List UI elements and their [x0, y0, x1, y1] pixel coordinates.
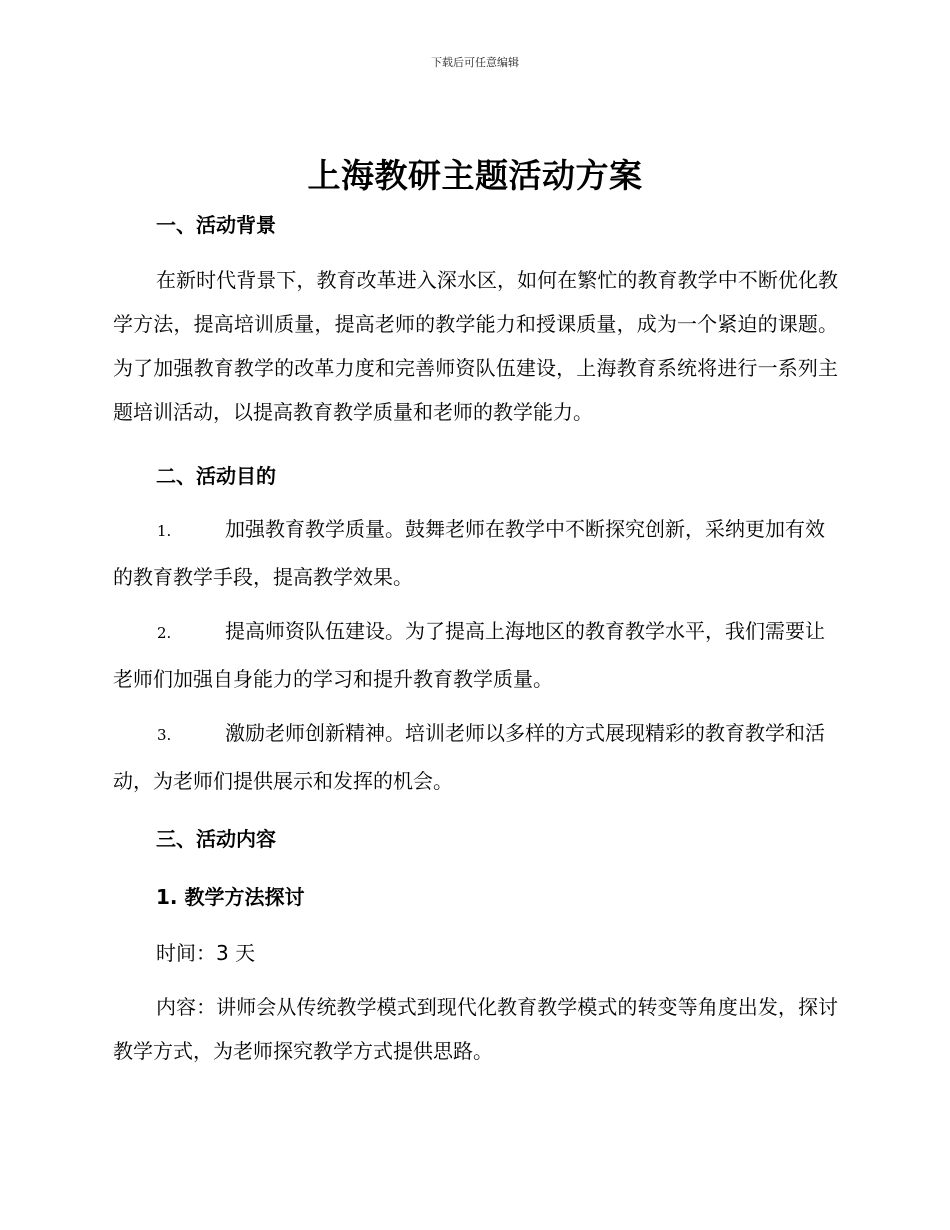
header-note: 下载后可任意编辑	[431, 56, 519, 69]
section-heading-content: 三、活动内容	[156, 827, 276, 851]
document-title: 上海教研主题活动方案	[307, 156, 643, 195]
subsection-heading-teaching-methods: 1. 教学方法探讨	[156, 885, 305, 909]
purpose-item-number: 3.	[157, 726, 172, 744]
purpose-item-text: 提高师资队伍建设。为了提高上海地区的教育教学水平，我们需要让老师们加强自身能力的学习和提升教育教学质量。	[113, 619, 825, 691]
section-heading-background: 一、活动背景	[156, 213, 276, 237]
purpose-item-2	[113, 608, 838, 702]
purpose-item-number: 2.	[157, 624, 172, 642]
teaching-methods-content: 内容：讲师会从传统教学模式到现代化教育教学模式的转变等角度出发，探讨教学方式，为老师探究教学方式提供思路。	[113, 995, 838, 1063]
background-paragraph: 在新时代背景下，教育改革进入深水区，如何在繁忙的教育教学中不断优化教学方法，提高培训质量，提高老师的教学能力和授课质量，成为一个紧迫的课题。为了加强教育教学的改革力度和完善师资队伍建设，上海教育系统将进行一系列主题培训活动，以提高教育教学质量和老师的教学能力。	[113, 268, 838, 424]
purpose-item-1	[113, 506, 838, 600]
purpose-item-number: 1.	[157, 522, 172, 540]
section-heading-purpose: 二、活动目的	[156, 464, 276, 488]
purpose-item-3	[113, 710, 838, 804]
purpose-item-text: 加强教育教学质量。鼓舞老师在教学中不断探究创新，采纳更加有效的教育教学手段，提高教学效果。	[113, 517, 825, 589]
teaching-methods-time: 时间：3 天	[156, 941, 256, 965]
purpose-item-text: 激励老师创新精神。培训老师以多样的方式展现精彩的教育教学和活动，为老师们提供展示和发挥的机会。	[113, 721, 825, 793]
